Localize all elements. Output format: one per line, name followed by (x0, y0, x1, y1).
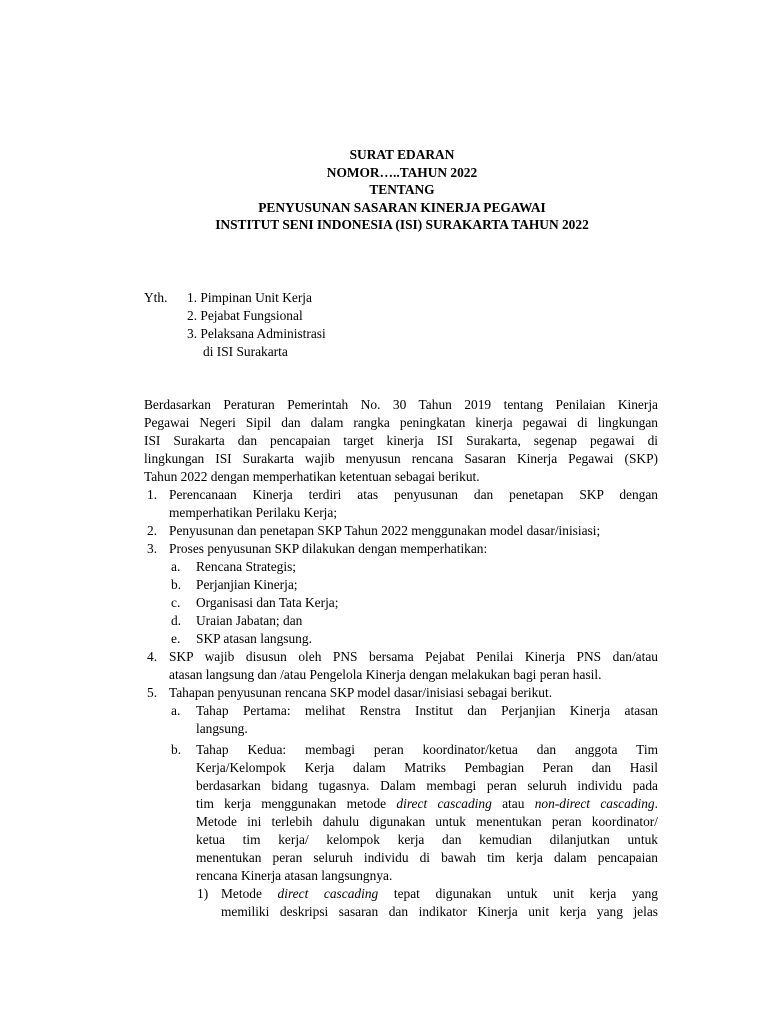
heading-number: NOMOR…..TAHUN 2022 (326, 164, 478, 180)
text-line: Pegawai Negeri Sipil dan dalam rangka peningkatan kinerja pegawai di lingkungan (144, 415, 658, 430)
list-number: 3. (147, 541, 158, 556)
text-line: lingkungan ISI Surakarta wajib menyusun rencana Sasaran Kinerja Pegawai (SKP) (144, 451, 658, 466)
recipient-location: di ISI Surakarta (203, 344, 288, 359)
text-line: Berdasarkan Peraturan Pemerintah No. 30 Tahun 2019 tentang Penilaian Kinerja (144, 397, 658, 412)
list-item (144, 684, 658, 702)
sub-list-item (144, 558, 658, 576)
text-line: Uraian Jabatan; dan (196, 613, 303, 628)
text-line: Tahap Kedua: membagi peran koordinator/ketua dan anggota Tim (196, 742, 658, 757)
list-number: 4. (147, 649, 158, 664)
text-span: tepat digunakan untuk unit kerja yang (378, 886, 658, 901)
text-line (221, 885, 658, 903)
list-number: 1) (197, 886, 209, 901)
document-heading (0, 146, 768, 234)
list-item (144, 486, 658, 522)
text-line: Tahapan penyusunan rencana SKP model dasar/inisiasi sebagai berikut. (169, 685, 553, 700)
list-letter: e. (171, 631, 181, 646)
recipient-item: 1. Pimpinan Unit Kerja (187, 290, 312, 305)
text-span: Metode (221, 886, 278, 901)
sub-list-item (144, 702, 658, 738)
list-number: 5. (147, 685, 158, 700)
recipients-label: Yth. (144, 290, 168, 305)
text-span: . (654, 796, 658, 811)
list-item (144, 648, 658, 684)
sub-sub-list-item (144, 885, 658, 921)
text-line: Perjanjian Kinerja; (196, 577, 298, 592)
text-line: Rencana Strategis; (196, 559, 297, 574)
list-letter: b. (171, 742, 182, 757)
text-line: SKP atasan langsung. (196, 631, 312, 646)
list-letter: b. (171, 577, 182, 592)
text-line: memperhatikan Perilaku Kerja; (169, 505, 338, 520)
text-line: Tahun 2022 dengan memperhatikan ketentuan sebagai berikut. (144, 469, 480, 484)
list-number: 2. (147, 523, 158, 538)
heading-institution: INSTITUT SENI INDONESIA (ISI) SURAKARTA TAHUN 2022 (215, 217, 589, 232)
sub-list-item (144, 612, 658, 630)
document-body (144, 396, 658, 921)
list-letter: c. (171, 595, 181, 610)
italic-term: direct cascading (396, 796, 492, 811)
text-line (196, 795, 658, 813)
text-line: Tahap Pertama: melihat Renstra Institut dan Perjanjian Kinerja atasan (196, 703, 658, 718)
list-item (144, 522, 658, 540)
text-line: atasan langsung dan /atau Pengelola Kinerja dengan melakukan bagi peran hasil. (169, 667, 602, 682)
italic-term: direct cascading (277, 886, 379, 901)
text-line: Organisasi dan Tata Kerja; (196, 595, 339, 610)
sub-list-item (144, 594, 658, 612)
text-line: Penyusunan dan penetapan SKP Tahun 2022 menggunakan model dasar/inisiasi; (169, 523, 601, 538)
list-letter: d. (171, 613, 182, 628)
intro-paragraph (144, 396, 658, 486)
text-line: rencana Kinerja atasan langsungnya. (196, 868, 393, 883)
sub-list-item (144, 630, 658, 648)
text-line: ISI Surakarta dan pencapaian target kinerja ISI Surakarta, segenap pegawai di (144, 433, 658, 448)
list-item (144, 540, 658, 558)
text-span: atau (491, 796, 535, 811)
list-number: 1. (147, 487, 158, 502)
text-line: Kerja/Kelompok Kerja dalam Matriks Pembagian Peran dan Hasil (196, 760, 658, 775)
text-line: langsung. (196, 721, 248, 736)
text-line: Proses penyusunan SKP dilakukan dengan memperhatikan: (169, 541, 488, 556)
text-line: SKP wajib disusun oleh PNS bersama Pejabat Penilai Kinerja PNS dan/atau (169, 649, 658, 664)
text-line: Metode ini terlebih dahulu digunakan untuk menentukan peran koordinator/ (196, 814, 658, 829)
recipient-item: 2. Pejabat Fungsional (187, 308, 303, 323)
text-line: memiliki deskripsi sasaran dan indikator Kinerja unit kerja yang jelas (221, 904, 658, 919)
recipient-item: 3. Pelaksana Administrasi (187, 326, 326, 341)
text-line: Perencanaan Kinerja terdiri atas penyusunan dan penetapan SKP dengan (169, 487, 658, 502)
italic-term: non-direct cascading (534, 796, 655, 811)
list-letter: a. (171, 559, 181, 574)
heading-about: TENTANG (369, 182, 435, 197)
list-letter: a. (171, 703, 181, 718)
text-line: menentukan peran seluruh individu di bawah tim kerja dalam pencapaian (196, 850, 658, 865)
sub-list-item (144, 741, 658, 885)
heading-title: SURAT EDARAN (349, 147, 455, 162)
text-line: ketua tim kerja/ kelompok kerja dan kemudian dilanjutkan untuk (196, 832, 658, 847)
sub-list-item (144, 576, 658, 594)
heading-subject: PENYUSUNAN SASARAN KINERJA PEGAWAI (258, 199, 546, 215)
text-span: tim kerja menggunakan metode (196, 796, 397, 811)
text-line: berdasarkan bidang tugasnya. Dalam membagi peran seluruh individu pada (196, 778, 658, 793)
